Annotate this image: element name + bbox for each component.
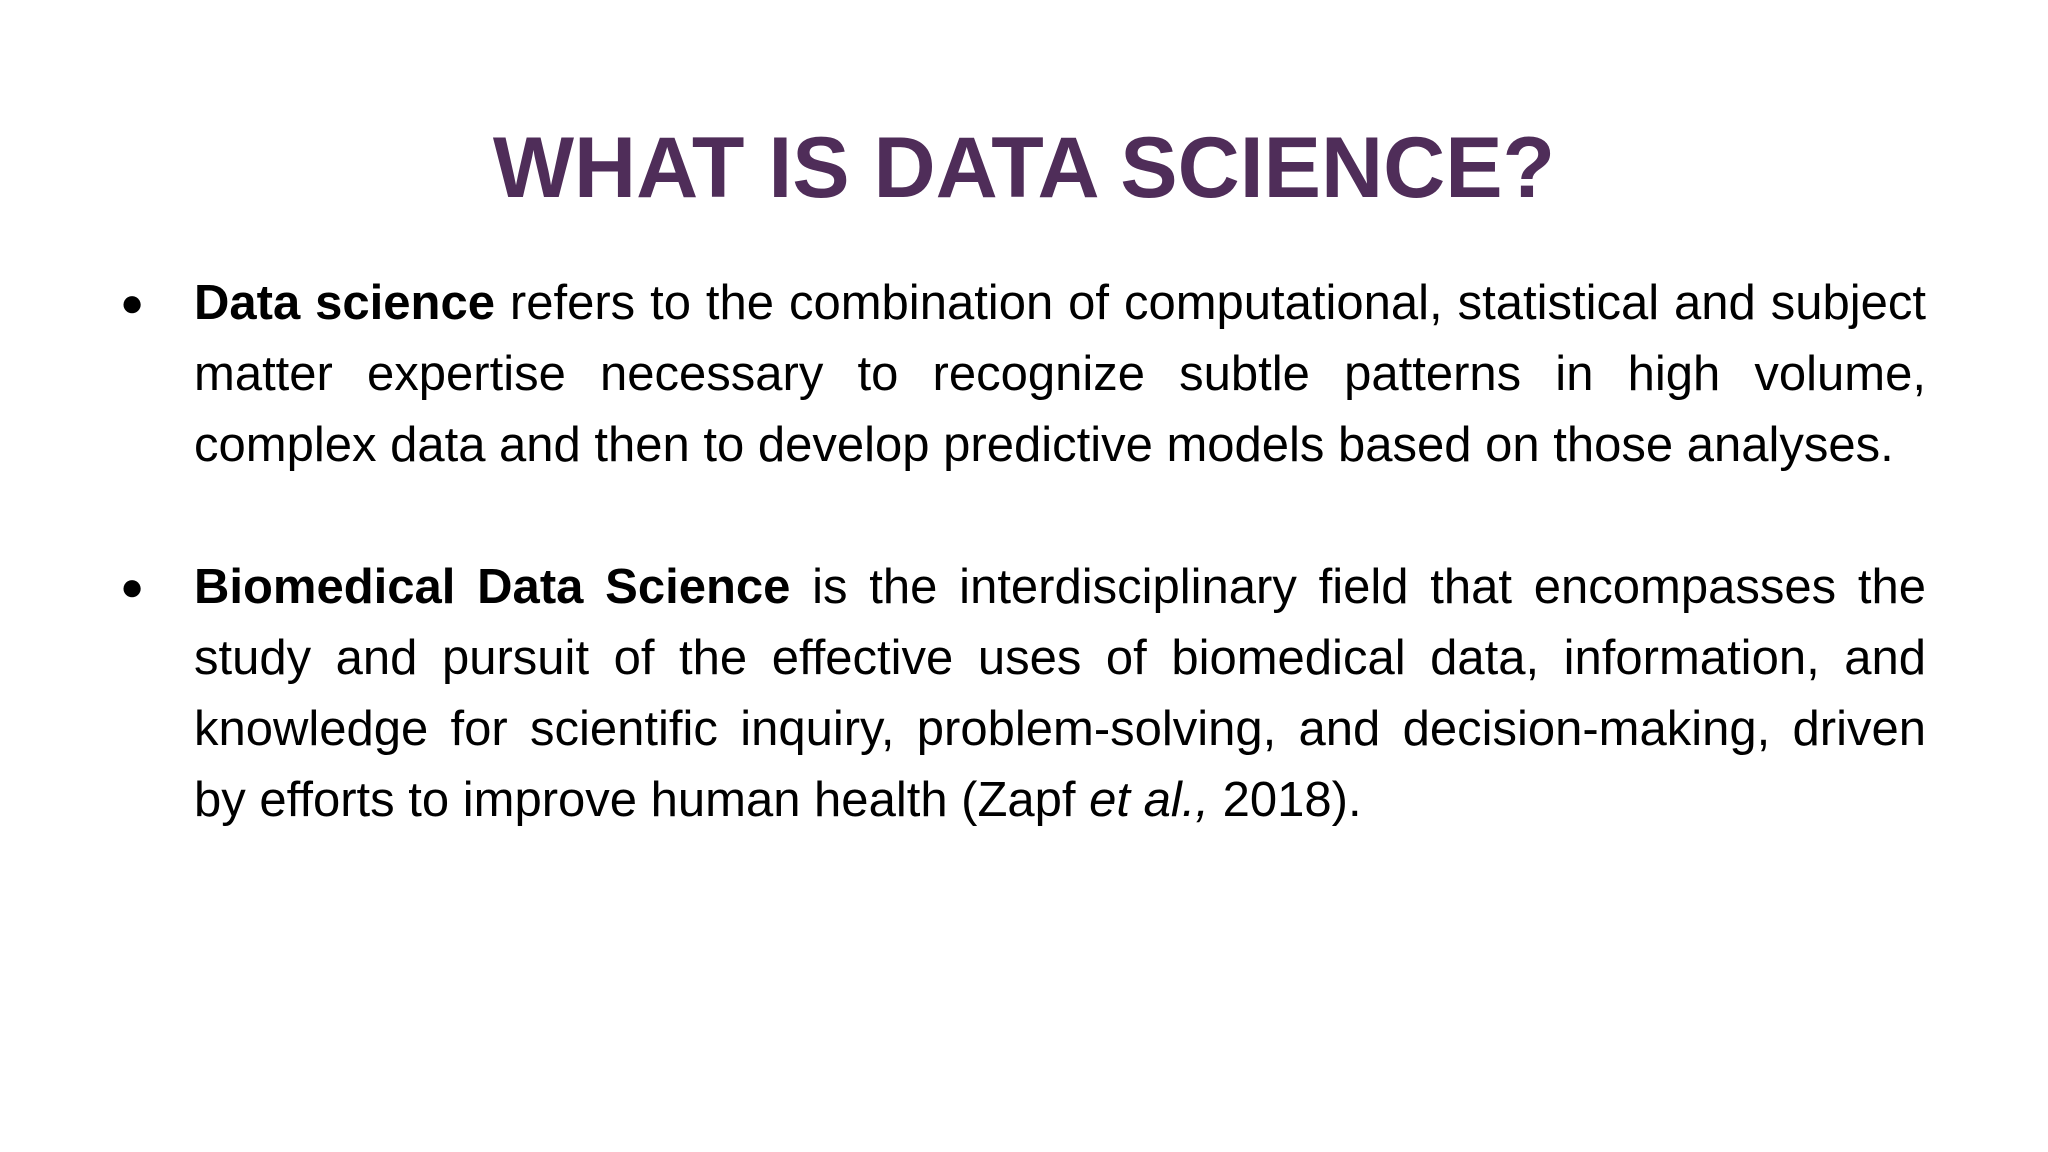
definition-data-science: refers to the combination of computational, statistical and subject matter expertise necessary to recognize subtle patterns in high volume, complex data and then to develop predictive models based on those analyses. <box>194 276 1927 472</box>
bullet-icon: ● <box>120 281 145 325</box>
bullet-list <box>112 268 1926 836</box>
bullet-data-science <box>112 268 1926 481</box>
bullet-icon: ● <box>120 565 145 609</box>
term-data-science: Data science <box>194 276 495 330</box>
definition-biomedical-data-science: is the interdisciplinary field that encompasses the study and pursuit of the effective uses of biomedical data, information, and knowledge for scientific inquiry, problem-solving, and decision-making, driven by efforts to improve human health (Zapf <box>194 560 1926 827</box>
slide-title: WHAT IS DATA SCIENCE? <box>492 120 1556 216</box>
bullet-biomedical-data-science <box>112 552 1926 836</box>
term-biomedical-data-science: Biomedical Data Science <box>194 560 791 614</box>
citation-et-al: et al., <box>1089 773 1210 827</box>
citation-year: 2018). <box>1209 773 1362 827</box>
